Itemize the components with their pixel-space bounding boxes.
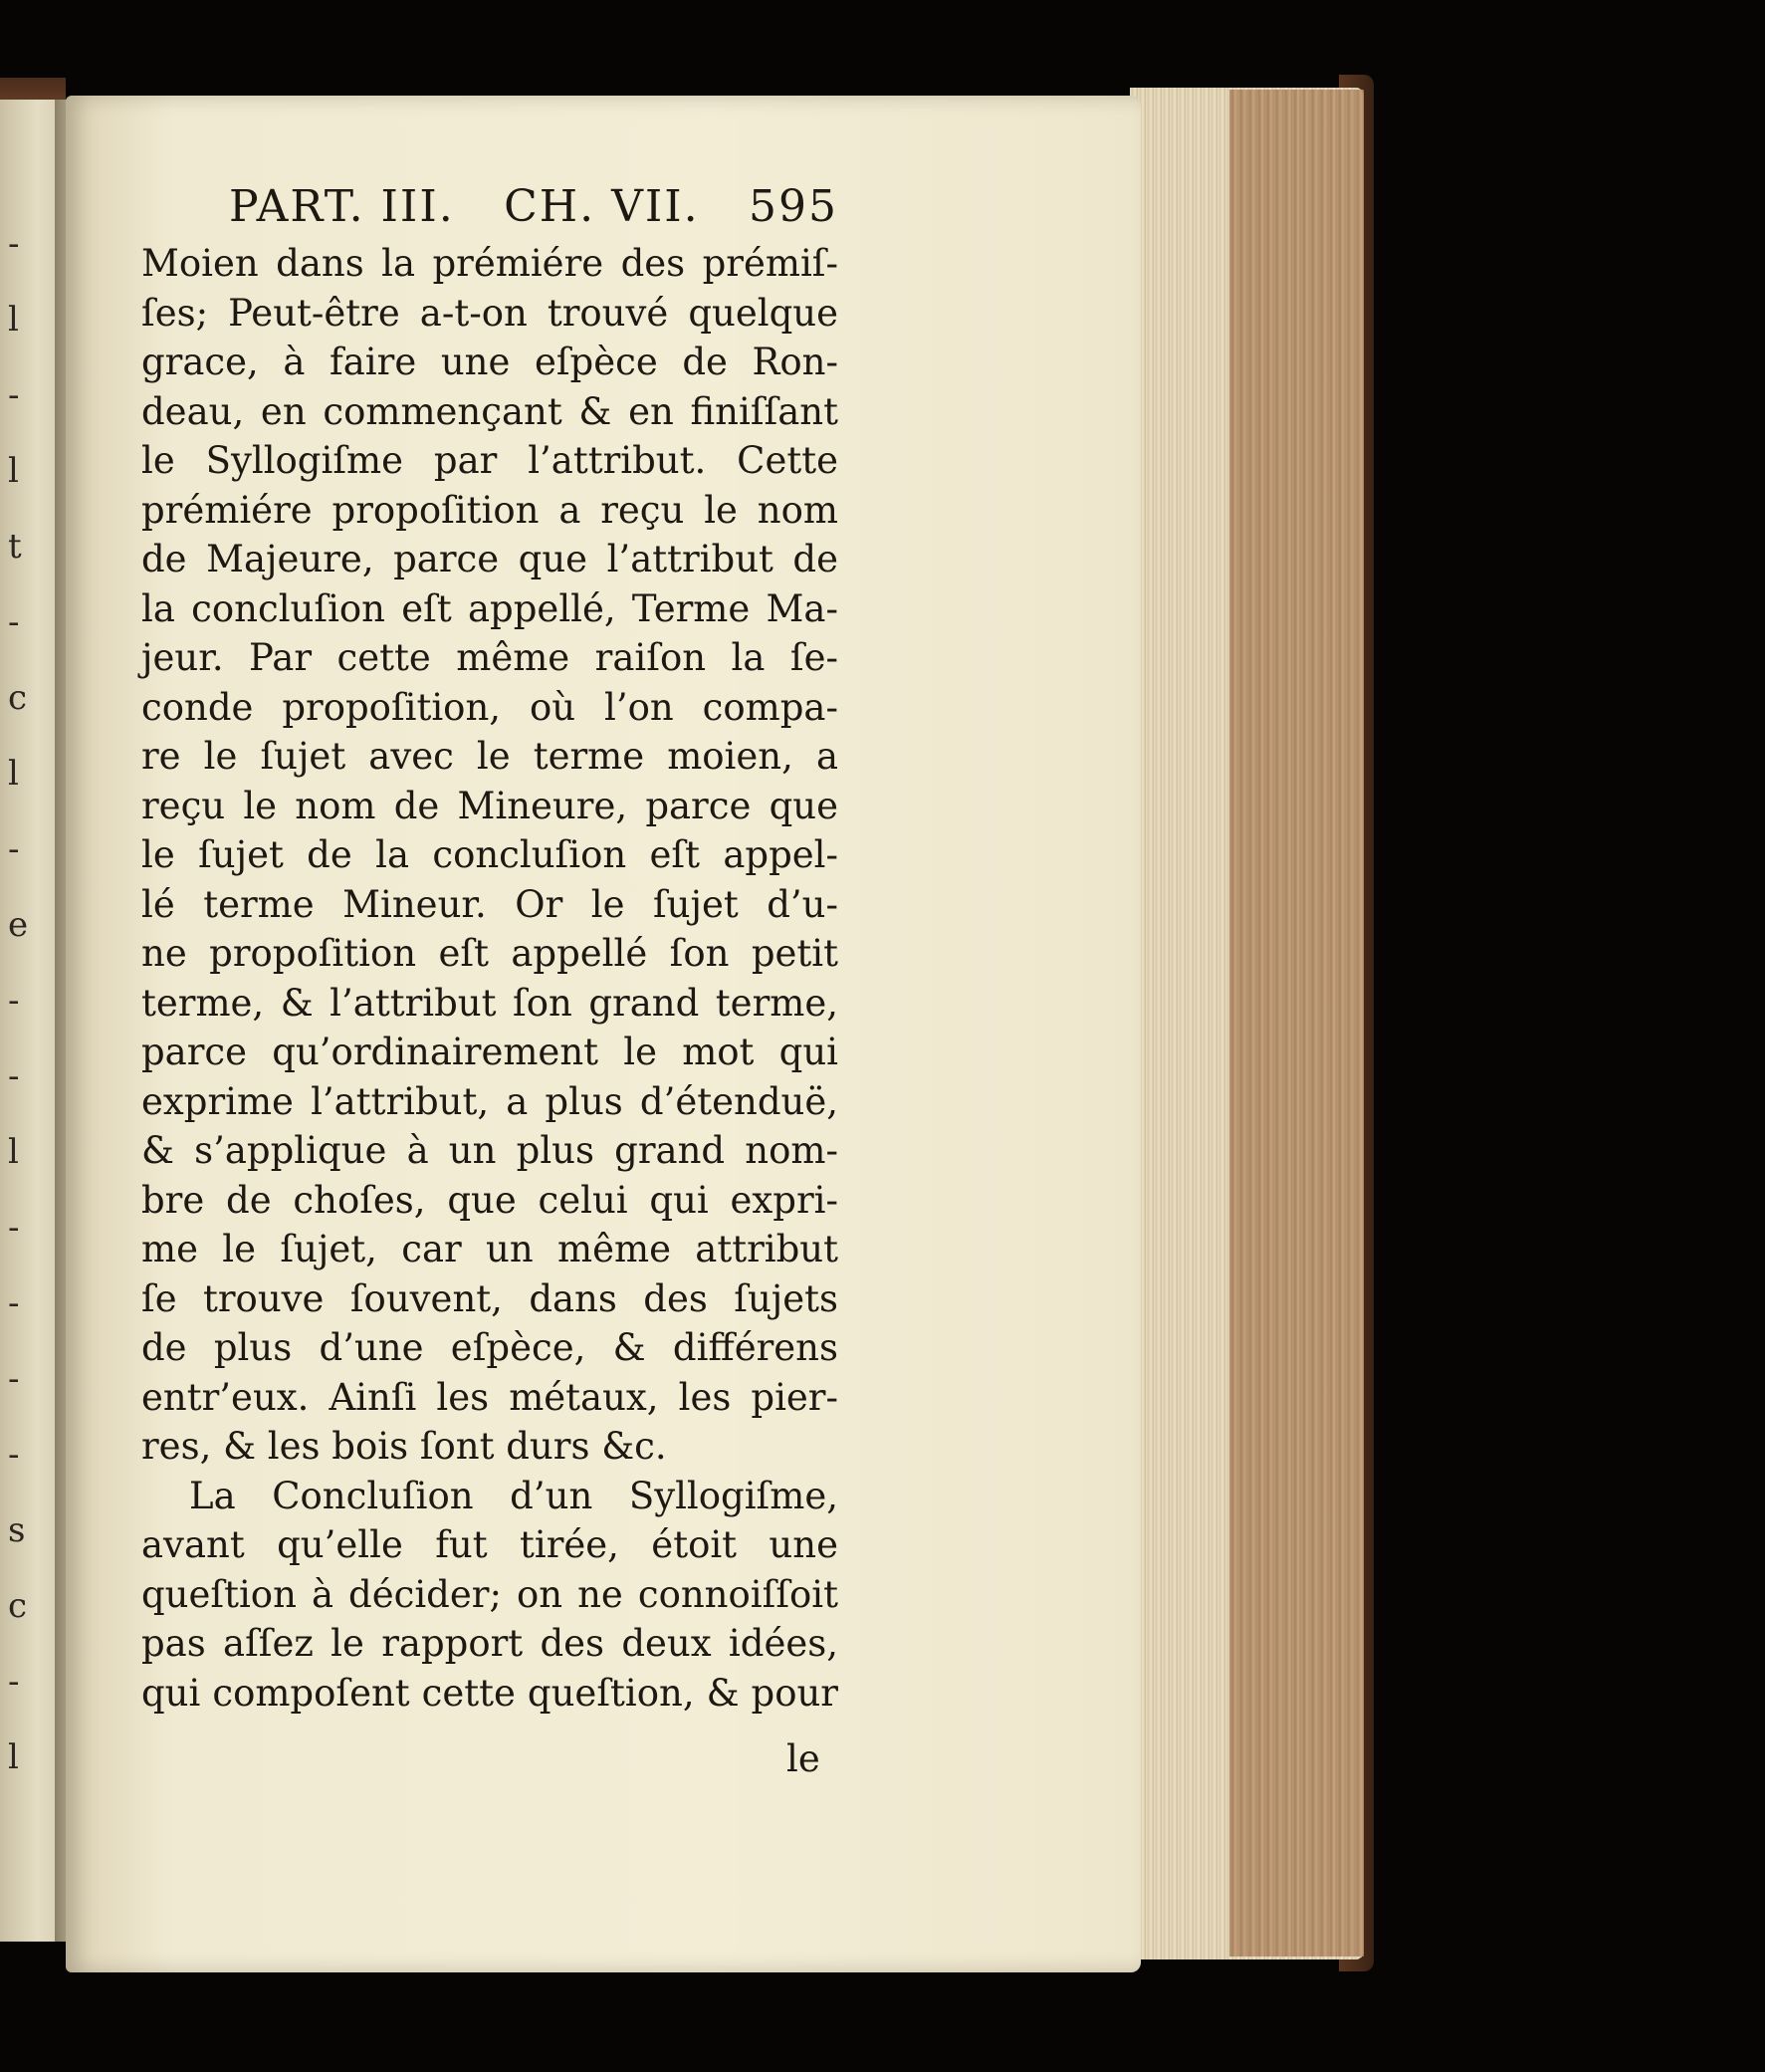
header-part: PART. III. <box>229 181 455 232</box>
left-fragment: - <box>8 602 20 642</box>
text-line: lé terme Mineur. Or le ſujet d’u- <box>141 882 838 926</box>
text-line: conde propoſition, où l’on compa- <box>141 685 838 729</box>
text-line: ne propoſition eſt appellé ſon petit <box>141 932 838 975</box>
text-line: la concluſion eſt appellé, Terme Ma- <box>141 586 838 630</box>
text-line: jeur. Par cette même raiſon la ſe- <box>141 636 838 679</box>
text-line: re le ſujet avec le terme moien, a <box>141 735 838 778</box>
left-fragment: c <box>8 678 28 718</box>
text-line: avant qu’elle fut tirée, étoit une <box>141 1523 838 1566</box>
text-line: prémiére propoſition a reçu le nom <box>141 488 838 532</box>
left-fragment: t <box>8 527 22 567</box>
left-fragment: - <box>8 1359 20 1399</box>
text-line: me le ſujet, car un même attribut <box>141 1228 838 1270</box>
text-line: grace, à faire une eſpèce de Ron- <box>141 341 838 383</box>
text-line: exprime l’attribut, a plus d’étenduë, <box>141 1079 838 1123</box>
text-line: ſe trouve ſouvent, dans des ſujets <box>141 1276 838 1320</box>
left-fragment: l <box>8 1737 19 1777</box>
left-fragment: - <box>8 375 20 415</box>
left-fragment: s <box>8 1510 26 1550</box>
left-fragment: - <box>8 1435 20 1475</box>
text-line: Moien dans la prémiére des prémiſ- <box>141 242 838 285</box>
text-line: queſtion à décider; on ne connoiſſoit <box>141 1572 838 1616</box>
text-line: le ſujet de la concluſion eſt appel- <box>141 833 838 876</box>
page-edges-sprinkled <box>1229 90 1364 1957</box>
text-line: entr’eux. Ainſi les métaux, les pier- <box>141 1375 838 1419</box>
text-line: res, & les bois ſont durs &c. <box>141 1425 667 1468</box>
header-chapter: CH. VII. <box>504 181 700 232</box>
text-line: de Majeure, parce que l’attribut de <box>141 538 838 580</box>
left-fragment: - <box>8 1283 20 1323</box>
text-line: & s’applique à un plus grand nom- <box>141 1129 838 1172</box>
text-line: bre de choſes, que celui qui expri- <box>141 1178 838 1222</box>
running-header <box>141 181 838 239</box>
text-line: qui compoſent cette queſtion, & pour <box>141 1671 838 1715</box>
left-fragment: e <box>8 905 29 945</box>
left-fragment: - <box>8 1208 20 1248</box>
text-line: reçu le nom de Mineure, parce que <box>141 784 838 827</box>
text-line: le Syllogiſme par l’attribut. Cette <box>141 439 838 482</box>
page-text <box>141 181 838 1718</box>
left-fragment: l <box>8 451 19 491</box>
left-fragment: - <box>8 981 20 1021</box>
text-line: de plus d’une eſpèce, & différens <box>141 1326 838 1369</box>
left-fragment: - <box>8 1662 20 1702</box>
left-fragment: c <box>8 1586 28 1626</box>
text-line: ſes; Peut-être a-t-on trouvé quelque <box>141 291 838 335</box>
text-line: La Concluſion d’un Syllogiſme, <box>189 1474 838 1517</box>
text-line: deau, en commençant & en finiſſant <box>141 389 838 433</box>
left-fragment: l <box>8 300 19 340</box>
text-line: terme, & l’attribut ſon grand terme, <box>141 981 838 1025</box>
left-fragment: - <box>8 224 20 264</box>
text-line: pas aſſez le rapport des deux idées, <box>141 1622 838 1665</box>
left-fragment: - <box>8 829 20 869</box>
body-lines <box>141 239 838 1718</box>
text-line: parce qu’ordinairement le mot qui <box>141 1031 838 1073</box>
left-fragment: l <box>8 1132 19 1172</box>
left-fragment: l <box>8 754 19 794</box>
page-number: 595 <box>749 181 838 232</box>
left-fragment: - <box>8 1056 20 1096</box>
catchword: le <box>786 1737 820 1780</box>
